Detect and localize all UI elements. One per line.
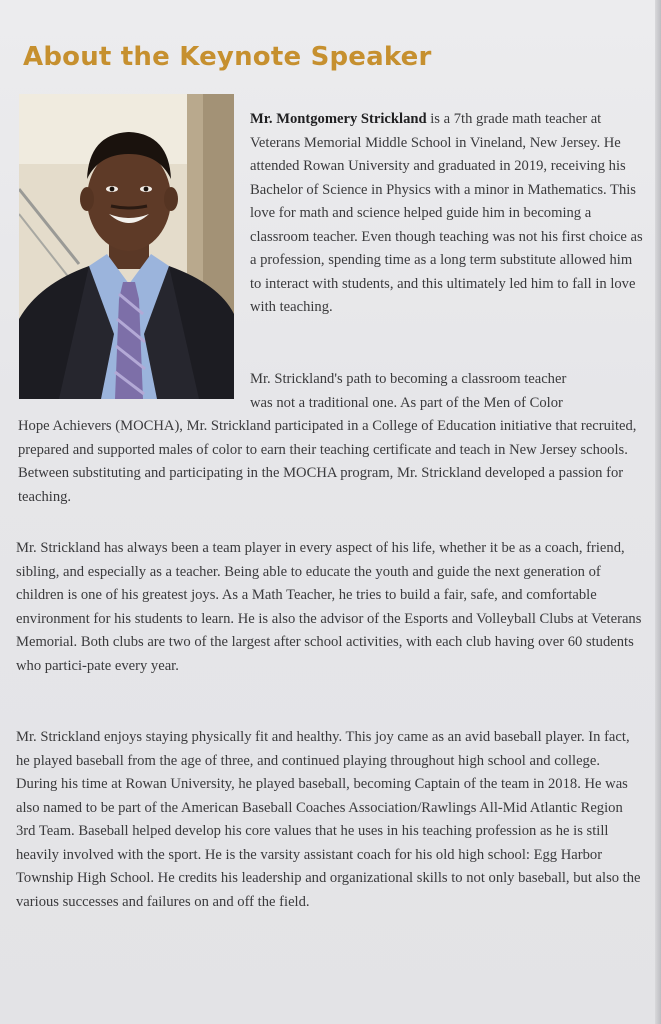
- team-player-paragraph: [16, 537, 642, 678]
- path-paragraph-rest: [18, 415, 643, 509]
- path-line-2: was not a traditional one. As part of the Men of Color: [250, 394, 563, 411]
- team-player-text: Mr. Strickland has always been a team player in every aspect of his life, whether it be as a coach, friend, sibling, and especially as a teacher. Being able to educate the youth and guide the next generation of children is one of his greatest joys. As a Math Teacher, he tries to build a fair, safe, and comfortable environment for his students to learn. He is also the advisor of the Esports and Volleyball Clubs at Veterans Memorial. Both clubs are two of the largest after school activities, with each club having over 60 students who partici-pate every year.: [16, 540, 642, 674]
- speaker-name: Mr. Montgomery Strickland: [250, 111, 427, 127]
- path-text: Hope Achievers (MOCHA), Mr. Strickland participated in a College of Education initiative that recruited, prepared and supported males of color to earn their teaching certificate and teach in New Jersey schools. Between substituting and participating in the MOCHA program, Mr. Strickland developed a passion for teaching.: [18, 418, 637, 505]
- path-line-1: Mr. Strickland's path to becoming a classroom teacher: [250, 371, 567, 387]
- baseball-text: Mr. Strickland enjoys staying physically fit and healthy. This joy came as an avid baseball player. In fact, he played baseball from the age of three, and continued playing throughout high school and college. During his time at Rowan University, he played baseball, becoming Captain of the team in 2018. He was also named to be part of the American Baseball Coaches Association/Rawlings All-Mid Atlantic Region 3rd Team. Baseball helped develop his core values that he uses in his teaching profession as he is still heavily involved with the sport. He is the varsity assistant coach for his old high school: Egg Harbor Township High School. He credits his leadership and organizational skills to not only baseball, but also the various successes and failures on and off the field.: [16, 729, 641, 910]
- intro-paragraph: [250, 108, 645, 320]
- path-paragraph-start: [250, 368, 645, 415]
- speaker-photo: [19, 94, 234, 399]
- baseball-paragraph: [16, 726, 642, 914]
- intro-text: is a 7th grade math teacher at Veterans Memorial Middle School in Vineland, New Jersey. He attended Rowan University and graduated in 2019, receiving his Bachelor of Science in Physics with a minor in Mathematics. This love for math and science helped guide him in becoming a classroom teacher. Even though teaching was not his first choice as a profession, spending time as a long term substitute allowed him to interact with students, and this ultimately led him to fall in love with teaching.: [250, 111, 643, 315]
- page-title: About the Keynote Speaker: [23, 42, 432, 72]
- page-edge-shadow: [655, 0, 661, 1024]
